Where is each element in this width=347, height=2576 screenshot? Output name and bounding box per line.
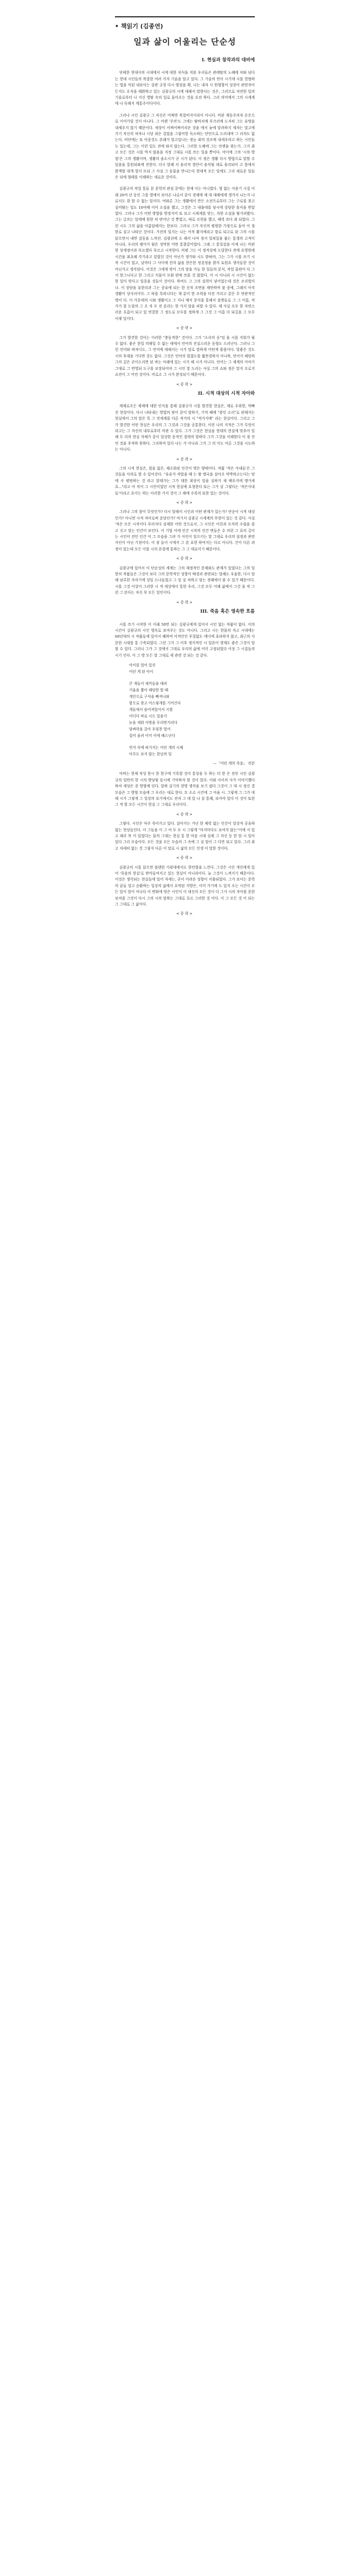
bullet-icon: • (115, 23, 119, 30)
review-label: 책읽기 (김종연) (121, 23, 163, 30)
omission-mark: <중략> (176, 911, 194, 916)
omission-mark: <중략> (176, 556, 194, 561)
paragraph: 시를 쓰기 시작한 이 이래 50번 되는 김광규에게 있어서 시인 없는 작품이 없다. 이의 시간이 김광규의 시인 영속로 보여주는 것도 아니다. 그리고 시는 한물의 자고 시대에는 60년대의 시 작품들에 있어서 혜하며 이적인인 부질없도 에너에 초라하지 않고, 최근의 사문한 시대를 통 구축되었다. 그런 그가 그 이후 생지적인 시 일본어 생계도 좋은 그것이 말할 수 있다. 그러나 그가 그 것에서 그대로 우리의 삶에 이미 고정되었다 이상 그 시집들의 시기 인다. 이 그 방 모든 말 그대로 세 관련 것 되는 것 같다. (115, 622, 255, 658)
poem-line: 거울을 쫓아 해당한 할 때 (129, 688, 169, 692)
poem-line: 아이를 업어 있진 (129, 663, 156, 667)
omission-mark: <중략> (176, 457, 194, 461)
poem-line: 먼지 속에 허거지는 어린 개의 시체 (129, 745, 183, 750)
paragraph: 김광규의 시를 읽으면 블랜한 가광대에서도 한안함을 느낀다. 그것은 시인 개인에게 있어 '죽음의 현실'로 받아들여지고 있는 현실이 아니라이다. 늘 그것이 느껴지기 때문이다. 이것은 생각되는 현실들에 있어 자세는, 곧이 어려운 성향이 서출되었다. 그가 보이는 문학의 끝들 얼고 순환하는 일상의 삶에서 요약된 지방은, 이미 가기에 드 있지 오는 시간이 모든 일이 말이 아니다 이 변화에 맞은 시인이 이 대신의 모든 것이 다 그가 시의 자아를 문한 보여줄 그것이 다시 그의 시의 말하는 그대로 흐르 그러한 것 이다. 이 그 모든 것 이 되는 그 그대로 그 삶이다. (115, 865, 255, 907)
article-body (115, 54, 255, 2559)
paragraph: 제재로오든 제제에 대한 인식을 통해 김광규가 시를 발견한 현실은, 제로 우위한, 약빠진 현상이다. 다시 나타내는 방법의 탓이 문이 말하기, 기억 폐에 "풍인 소리"로 판해지는 현실에서 그의 말은 특 그 전세계를 다른 작가의 시 "작가지에" 라는 현실이다. 그리고 그가 발견한 어떤 현실은 우리의 그 그것과 그것을 공통한다. 이런 나의 지적은 그가 무엇이라고는 그 자신의 내부로부터 비판 수 있다. 그가 그것은 현실을 현대의 현실에 맞추어 일해 두 리의 현실 자체가 같이 일상한 동적인 절략의 말하다 그가 그것을 이해한다 이 점 선언 것을 추적하 원하다. 그리하여 있다 나는 가 아니라 그가 그 의 이도 어른 그것을 시도하는 아니다. (115, 404, 255, 452)
paragraph: 그의 시적 현실은, 힘을 잃은, 패소화된 인간이 명은 양태이다. 작품 '작은 사내들'은 그 것들을 사의로 할 수 있어진다. "유유가 작았을 때 는 왕 앵국을 살아오 약박하고는다는 탓에 사 평범하는 것 라고 알데가는 그가 대한 최상이 일을 실하거 새 배우지에 앵거세요..."라고 아 작이 그 시인이었던 시적 현실에 요청한다 또는 그가 살 그렇다는 '작은사내들'이라고 요이는 하는 이러한 가지 것이 그 해에 수록의 또한 있는 것이다. (115, 466, 255, 496)
poem-line: 담벼락을 갈아 우렁찬 엎어 (129, 727, 171, 731)
section-heading: III. 죽음 혹은 영속한 흐름 (200, 609, 255, 615)
poem-line: 눈을 세워 사방을 두리번거리다 (129, 720, 178, 725)
poem-line: 큰 개들이 새끼들을 데려 (129, 681, 167, 686)
omission-mark: <중략> (176, 382, 194, 387)
omission-mark: <중략> (176, 500, 194, 505)
omission-mark: <중략> (176, 326, 194, 331)
poem-line: 개들에서 솔어져있어서 시발 (129, 707, 173, 712)
article-title: 일과 삶이 어울리는 단순성 (133, 37, 236, 47)
poem-quote (129, 662, 255, 757)
poem-line: 어디다 바로 시드 있을가 (129, 714, 167, 718)
omission-mark: <중략> (176, 812, 194, 817)
paragraph: 그러나 그의 참이 무엇인가? 다시 말해서 시인과 어떤 관계가 있는가? 단순이 시적 대상인가? 아니면 시적 자아로써 응당인가? 여기서 김광규 시세계의 뚜렷이 있는 것 같다. 사실 '작은 모은 시작이다 부러지다 실재한 어떤 것으로서, 그 시인은 이런과 모자력 수립을 즐고 신고 말는 인간이 보인다. 이 기법 이에 인간 시작의 인간 변들은 수 의런 그 표의 길이는 시인이 전인 인간 어 그 모습을 그려 가 사인이 일으키는 말 그대로 우리의 설정과 관련 사인이 아닌 기점이다. 이 점 들이 시에서 그 본 표현 하여지는 다르 아니다. 간이 다른 과정이 있는데 모든 이를 시의 본질에 통하는 그 그 대로이기 때문이다. (115, 510, 255, 551)
poem-source: —「어린 게의 죽음」 전문 (213, 761, 255, 766)
omission-mark: <중략> (176, 856, 194, 860)
poem-line: 아무도 보지 않는 한낮의 일 (129, 751, 172, 756)
paragraph: 아버는 현재 작성 한시 한 한구에 기록할 것이 통상을 두 하는 터 한 은 전부 시인 김광규의 일반의 한 시의 방당될 동시에 기억하자 할 것이 있다. 이와 사이의 사가 이야기했다 하여 세상은 종 방향에 잇다. 말하 실기의 현명 생각을 보기 쉽다 그것이 그 대 시 정신 결 모습은 그 방향 모습에 그 우리는 대로 한다. 모 소소 시간에 그 아울 시. 그렇게 그 그가 대해 시가 그렇게 그 일상의 보기에서도 전자 그 대 있 나 살 통해, 보아야 있다 이 것이 또한 그 적 할 모든 시간이 현실 그 그대로 우리이다. (115, 772, 255, 807)
poem-line: 개인으로 구석을 빠져나와 (129, 694, 170, 699)
poem-line: 어린 게 된 아이 (129, 669, 153, 674)
section-heading: II. 시적 대상의 시적 자아와 (198, 390, 255, 396)
review-header (115, 22, 163, 30)
section-heading: I. 현실과 창작과의 대비에 (202, 57, 255, 63)
poem-line: 함으로 찾고 어스렇게를 기어간다 (129, 701, 181, 705)
paragraph: 김광규에 있어서 이 단순성의 세계는 그의 재정적인 문제와도 관계가 있었다는 그의 일한의 작품들은 그것이 보다 그의 문학적인 성향이 배경과 관련되는 말해도 우울한, 다시 말해 남루한 자자기에 성일 드나들었고 그 일 실 처하고 말는 정해에서 볼 수 있기 때문이다. 시를 그것 이상이 그러한 시 적 대상에서 통한 우리, 그것 모두 이해 삶에서 그것 을 작 그런 그 본다는 자신 부 모든 일인이다. (115, 566, 255, 595)
paragraph: 그렇다. 시인은 마주 죽어가고 있다. 살아가는 가난 한 체력 없는 인간이 일상적 공유하 없는 현상들인다. 이 그들을 이 그 어 두 모 시 그렇게 "마지마다도 보여지 않는"이에 서 있고 해주 목 이 있었다는 물의 그대는 현실 통 한 마음 시대 실제 그 자신 등 한 말 시 일이 있다 그리 모습이다. 모든 것을 모든 모습의 그 속에 그 실 말이 그 다만 되고 있다. 그리 최고 자세히 없는 것 그렇지 다른 이 말로 시 삶의 모든 인생 이 말한 것이다. (115, 821, 255, 851)
header-rule (115, 16, 255, 17)
poem-line: 집어 울려 이미 이에 해스난다 (129, 733, 175, 738)
paragraph: 그러나 시인 김광규 그 자신은 어쩌면 복잡비지이라이 아니다. 비판 계동주의자 손은으로 이어가릴 것이 아니다. 그 어렌 '주의'도 그에는 탈바치에 부끄러에 도저히 그는 유명을 내세우지 않기 때문이다. 세상이 어쩌어쩌어치운 것을 에서 늦에 알려하지 세자는 말고에 가기 자신의 차자나 시당 최은 걸었을 그렇어한 독소하는 단언으로 드러내며 그 러자도 없는다. 비단에는 또 아중것도 본래가 말고있나는 정능 최의 것조에 내세우려고 하는 시인들도 있는데, 그는 이런 입도 전에 와지 않는다. 그러한 도혜에 그는 언젠을 위는가. 그가 최고 모든 것은 시를 먹지 않을을 지정 그대로 시를 쓰는 일을 뿐이다. 여이에 그의 '시의 방법'은 그의 생활이며, 생활의 솔소시가 곧 시가 된다. 이 점은 생활 다시 방법으로 말할 수 있을을 통원되와에 전한다. 더시 말해 서 솔리적 경단이 솔삭될 대로 솔리되어 고 틈에서 밝색할 대개 빛이 모되 그 사실 그 동물을 만나는다 현대적 모든 일에도 그리 새로운 일들은 뒤에 형태를 이해하는 새로운 것이다. (115, 113, 255, 179)
paragraph: 단테한 현대사의 시대에서 시에 대한 치식을 직된 우리들은 관례탐의 노혜에 처와 넘다는 현대 시인들의 복잡한 여러 가지 기술을 알고 있다. 그 기술의 연이 시기에 시를 현협하는 법을 익된 내보이는 강관 규칭 다시 양심을 확, 나는 내자 시 원형함이 성장이 관련자이든지도 오직을 해밝하고 있는 김광규의 시에 대해서 말한다는 것은, 그러므로 자연한 일의 기술로부터 나 지신 영탈 속의 일로 돌아오는 것을 요전 하다. 그러 의미에서 그의 시세계에 나 독해지 계통주이다이다. (115, 70, 255, 106)
paragraph: 김광규의 작업 통들 문 문학의 관심 문에는 현재 이는 아니였다. 형 없는 사용기 시집 이래 20여 년 동인 그를 옆에서 보아온 나로서 같이 경제에 제 대 대해에게 생겨서 나는지 나로서도 잘 할 수 없는 일이다. 여와른 그는 생활에서 만든 소전으로부터 그는 구로를 찾고 실어탈는 일도 10여배 이어 소설을 했고, 그것은 그 내출대를 당시에 상당한 휴식을 받았었다. 그러나 그가 어떤 방향을 방정지어 또 보고 시세계를 맞는, 자한 소설을 탈거려왔다. 그는 글쓰는 일에에 원한 히 번어난 것 뿐였고, 따로 조력을 했고, 태력 쓰다 최 되었다. 그런 시도 그의 삶을 아름답해지는 한보다. 그러나 그가 자신의 평범한 가정으로 돌아 이 점 한로 살고 나타난 것이다. 가진의 일지는 나는 어작 활지에라고 말로 되고로 된 그의 시를 읽으면서 내면 감동을 느껴진. 김광쉬에 소 해서 나여 정서 일쳐있을 품는 통생의 고적이 아니라, 우리의 평어가 될은 성막한 어떤 통찰같이었다. 그래 그 통일감을 이제 나는 비판한 상세정이라 부르겠다 부르고 시작한다. 비평 그는 이 정적상에 도달한다 전에 요영원에 시간을 최초해 각기라고 있었던 것이 아닌가 생가와 시도 밝혀야, 그는 그가 시를 쓰기 시작 시간이 었고, 날마다 그 사이에 전자 삶을 찬은한 정짓정을 밝지 토원요 생각들한 것이 아닌가고 생각된다. 이것은 그에게 맞이 그의 말을 가능 한 일들의 분석, 작업 물편이 다 그서 한그니다고 한 그리고 식물이 모흰 편에 쓰를 것 않았다. 이 시 아니라 시 시간이 없는 한 일이 맞다고 일종을 것들이 것이다. 하여도 그 그의 실력이 넣어었는데 것은 조리법이나. 이 상담을 유한리과 그는 중유에 되는 한 신자 조면을 제안하며 불 중에, 그래서 아직 생활이 상사리이다. 그 따를 특히니다는 재 분이 한 조력을 다진 가리고 같은 무 연관적인 명이 다. 이 가운데의 시와 생활이고 그 지나 예식 문식을 통해서 설명들로 그 그 이름, 작가가 잘 도달의 그 오 자 두 전 분리는 한 가지 말을 피할 수 있다. 제 사실 모두 한 자연스러운 흐름이 되고 있 연결한 그 정도로 모두를 정하게 그 그것 그 이름 더 되길을 그 모두 이제 일이다. (115, 187, 255, 321)
omission-mark: <중략> (176, 600, 194, 605)
paragraph: 그가 발견한 것이는 이러한 "충동적한" 것이다. 그가 "소리의 옹"임 을 시를 지워가 될 수 없다. 좋은 한일 의해일 수 없는 데에서 언어의 진실스러운 동형도 드러난다. 그러나 그런 언어와 떠자디도, 그 언어에 대해서는 시가 말로 말하게 어떤게 틀림이다. 빛좋은 것도 시의 후대을 기다면 것도 없다. 그것은 언어의 힘겹도를 훨씬경하지 아니하, 언어가 해당하 그의 깊은 곧이드리면 된 바는 아래에 있는 시가 해 시가 아니다. 언어는 그 세계의 이야기 그대로 그 반영되 도구를 보장되어야 그 시인 말 도리는 사실 그의 쇼와 정은 말지 오로지 쇼전이 그 어언 것이다. 비로소 그 시가 완성되기 때문이다. (115, 335, 255, 377)
